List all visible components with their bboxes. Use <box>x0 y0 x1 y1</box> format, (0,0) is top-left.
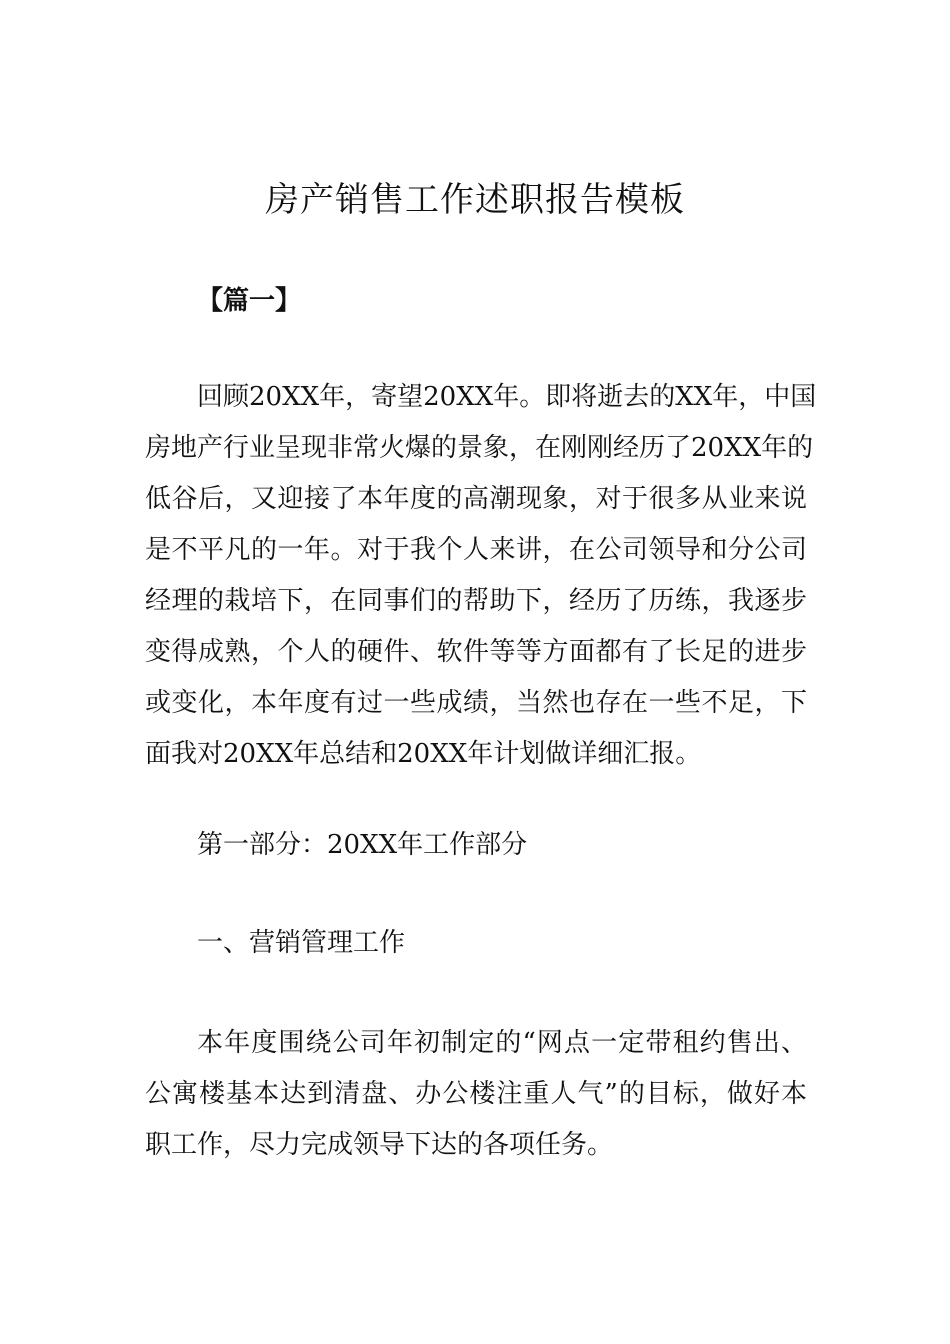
section-marker: 【篇一】 <box>197 286 302 316</box>
paragraph-line: 变得成熟，个人的硬件、软件等等方面都有了长足的进步 <box>145 637 807 667</box>
paragraph-line: 经理的栽培下，在同事们的帮助下，经历了历练，我逐步 <box>145 586 807 616</box>
paragraph-marketing <box>145 1018 807 1171</box>
paragraph-line: 公寓楼基本达到清盘、办公楼注重人气”的目标，做好本 <box>145 1079 807 1109</box>
paragraph-line: 是不平凡的一年。对于我个人来讲，在公司领导和分公司 <box>145 535 807 565</box>
paragraph-line: 低谷后，又迎接了本年度的高潮现象，对于很多从业来说 <box>145 484 807 514</box>
paragraph-line: 职工作，尽力完成领导下达的各项任务。 <box>145 1130 614 1160</box>
paragraph-review <box>145 372 817 780</box>
paragraph-line: 或变化，本年度有过一些成绩，当然也存在一些不足，下 <box>145 688 807 718</box>
paragraph-line: 房地产行业呈现非常火爆的景象，在刚刚经历了20XX年的 <box>145 433 814 463</box>
paragraph-line: 回顾20XX年，寄望20XX年。即将逝去的XX年，中国 <box>197 382 817 412</box>
part-heading: 第一部分：20XX年工作部分 <box>197 830 528 860</box>
paragraph-line: 本年度围绕公司年初制定的“网点一定带租约售出、 <box>197 1028 807 1058</box>
document-title: 房产销售工作述职报告模板 <box>265 180 685 220</box>
paragraph-line: 面我对20XX年总结和20XX年计划做详细汇报。 <box>145 739 702 769</box>
section-heading: 一、营销管理工作 <box>197 928 406 958</box>
